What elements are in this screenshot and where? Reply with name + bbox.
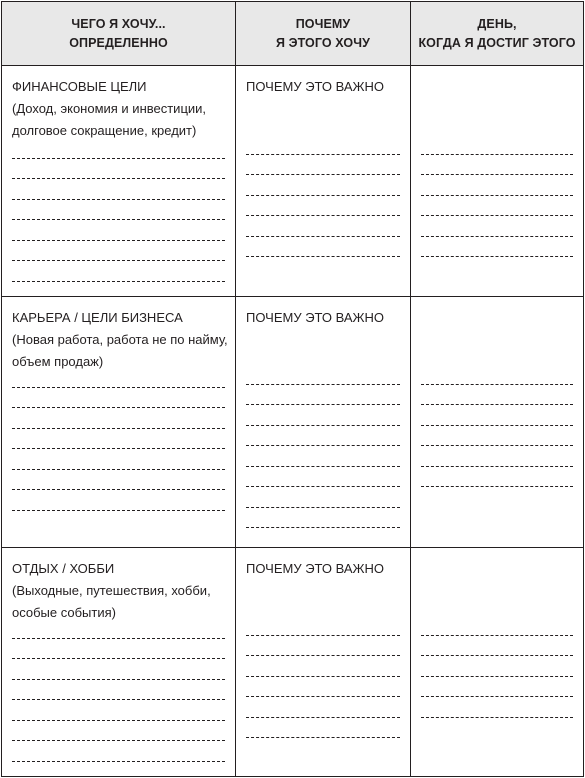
- goals-table: [1, 1, 584, 777]
- write-line[interactable]: [246, 615, 400, 636]
- write-line[interactable]: [246, 155, 400, 176]
- section-title: КАРЬЕРА / ЦЕЛИ БИЗНЕСА: [12, 310, 183, 325]
- career-day-cell: [411, 297, 584, 548]
- write-line[interactable]: [421, 426, 573, 447]
- write-line[interactable]: [246, 175, 400, 196]
- section-leisure: [2, 548, 584, 777]
- write-line[interactable]: [12, 138, 225, 159]
- write-line[interactable]: [12, 220, 225, 241]
- write-lines[interactable]: [12, 367, 225, 511]
- write-line[interactable]: [421, 385, 573, 406]
- header-day-line-1: ДЕНЬ,: [477, 16, 517, 31]
- section-hint: (Доход, экономия и инвестиции, долговое сокращение, кредит): [12, 101, 207, 138]
- write-line[interactable]: [12, 659, 225, 680]
- career-goal-cell: [2, 297, 236, 548]
- write-line[interactable]: [12, 639, 225, 660]
- write-line[interactable]: [421, 656, 573, 677]
- why-important-label: ПОЧЕМУ ЭТО ВАЖНО: [246, 561, 385, 576]
- leisure-why-cell: [236, 548, 411, 777]
- write-line[interactable]: [246, 196, 400, 217]
- write-line[interactable]: [12, 680, 225, 701]
- write-line[interactable]: [12, 429, 225, 450]
- write-line[interactable]: [12, 367, 225, 388]
- write-line[interactable]: [246, 405, 400, 426]
- write-line[interactable]: [246, 446, 400, 467]
- header-what-i-want: [2, 2, 236, 66]
- leisure-day-cell: [411, 548, 584, 777]
- write-line[interactable]: [421, 364, 573, 385]
- why-important-label: ПОЧЕМУ ЭТО ВАЖНО: [246, 79, 385, 94]
- career-why-cell: [236, 297, 411, 548]
- write-line[interactable]: [12, 449, 225, 470]
- financial-goal-cell: [2, 66, 236, 297]
- write-lines[interactable]: [246, 364, 400, 528]
- write-line[interactable]: [421, 155, 573, 176]
- write-line[interactable]: [421, 134, 573, 155]
- write-lines[interactable]: [246, 615, 400, 738]
- write-line[interactable]: [12, 721, 225, 742]
- write-line[interactable]: [12, 388, 225, 409]
- section-hint: (Новая работа, работа не по найму, объем продаж): [12, 332, 228, 369]
- write-line[interactable]: [246, 508, 400, 529]
- write-line[interactable]: [246, 467, 400, 488]
- header-day-line-2: КОГДА Я ДОСТИГ ЭТОГО: [418, 35, 576, 50]
- write-line[interactable]: [246, 426, 400, 447]
- write-line[interactable]: [12, 200, 225, 221]
- header-day-achieved: [411, 2, 584, 66]
- write-lines[interactable]: [421, 615, 573, 718]
- leisure-goal-cell: [2, 548, 236, 777]
- section-hint: (Выходные, путешествия, хобби, особые события): [12, 583, 211, 620]
- header-row: [2, 2, 584, 66]
- header-why-line-2: Я ЭТОГО ХОЧУ: [275, 35, 370, 50]
- header-why-line-1: ПОЧЕМУ: [295, 16, 351, 31]
- header-what-line-1: ЧЕГО Я ХОЧУ...: [71, 16, 166, 31]
- financial-why-cell: [236, 66, 411, 297]
- write-line[interactable]: [246, 216, 400, 237]
- write-line[interactable]: [12, 618, 225, 639]
- write-lines[interactable]: [12, 618, 225, 762]
- write-line[interactable]: [12, 241, 225, 262]
- write-line[interactable]: [421, 615, 573, 636]
- write-line[interactable]: [12, 741, 225, 762]
- write-line[interactable]: [246, 718, 400, 739]
- write-line[interactable]: [12, 700, 225, 721]
- section-title: ОТДЫХ / ХОББИ: [12, 561, 115, 576]
- write-line[interactable]: [246, 656, 400, 677]
- write-line[interactable]: [246, 134, 400, 155]
- section-financial: [2, 66, 584, 297]
- write-line[interactable]: [12, 159, 225, 180]
- write-line[interactable]: [421, 405, 573, 426]
- write-line[interactable]: [246, 364, 400, 385]
- write-line[interactable]: [246, 677, 400, 698]
- section-career: [2, 297, 584, 548]
- write-line[interactable]: [12, 261, 225, 282]
- write-line[interactable]: [421, 446, 573, 467]
- write-line[interactable]: [421, 216, 573, 237]
- header-why: [236, 2, 411, 66]
- write-line[interactable]: [246, 636, 400, 657]
- write-line[interactable]: [421, 467, 573, 488]
- write-line[interactable]: [421, 697, 573, 718]
- write-line[interactable]: [421, 636, 573, 657]
- write-line[interactable]: [246, 385, 400, 406]
- write-lines[interactable]: [421, 134, 573, 257]
- write-line[interactable]: [421, 196, 573, 217]
- write-line[interactable]: [421, 237, 573, 258]
- section-title: ФИНАНСОВЫЕ ЦЕЛИ: [12, 79, 147, 94]
- header-what-line-2: ОПРЕДЕЛЕННО: [69, 35, 168, 50]
- why-important-label: ПОЧЕМУ ЭТО ВАЖНО: [246, 310, 385, 325]
- write-line[interactable]: [12, 179, 225, 200]
- write-line[interactable]: [421, 677, 573, 698]
- write-line[interactable]: [12, 470, 225, 491]
- write-lines[interactable]: [246, 134, 400, 257]
- write-line[interactable]: [246, 487, 400, 508]
- financial-day-cell: [411, 66, 584, 297]
- write-line[interactable]: [12, 408, 225, 429]
- write-line[interactable]: [421, 175, 573, 196]
- write-lines[interactable]: [421, 364, 573, 487]
- write-line[interactable]: [12, 490, 225, 511]
- write-lines[interactable]: [12, 138, 225, 282]
- write-line[interactable]: [246, 237, 400, 258]
- write-line[interactable]: [246, 697, 400, 718]
